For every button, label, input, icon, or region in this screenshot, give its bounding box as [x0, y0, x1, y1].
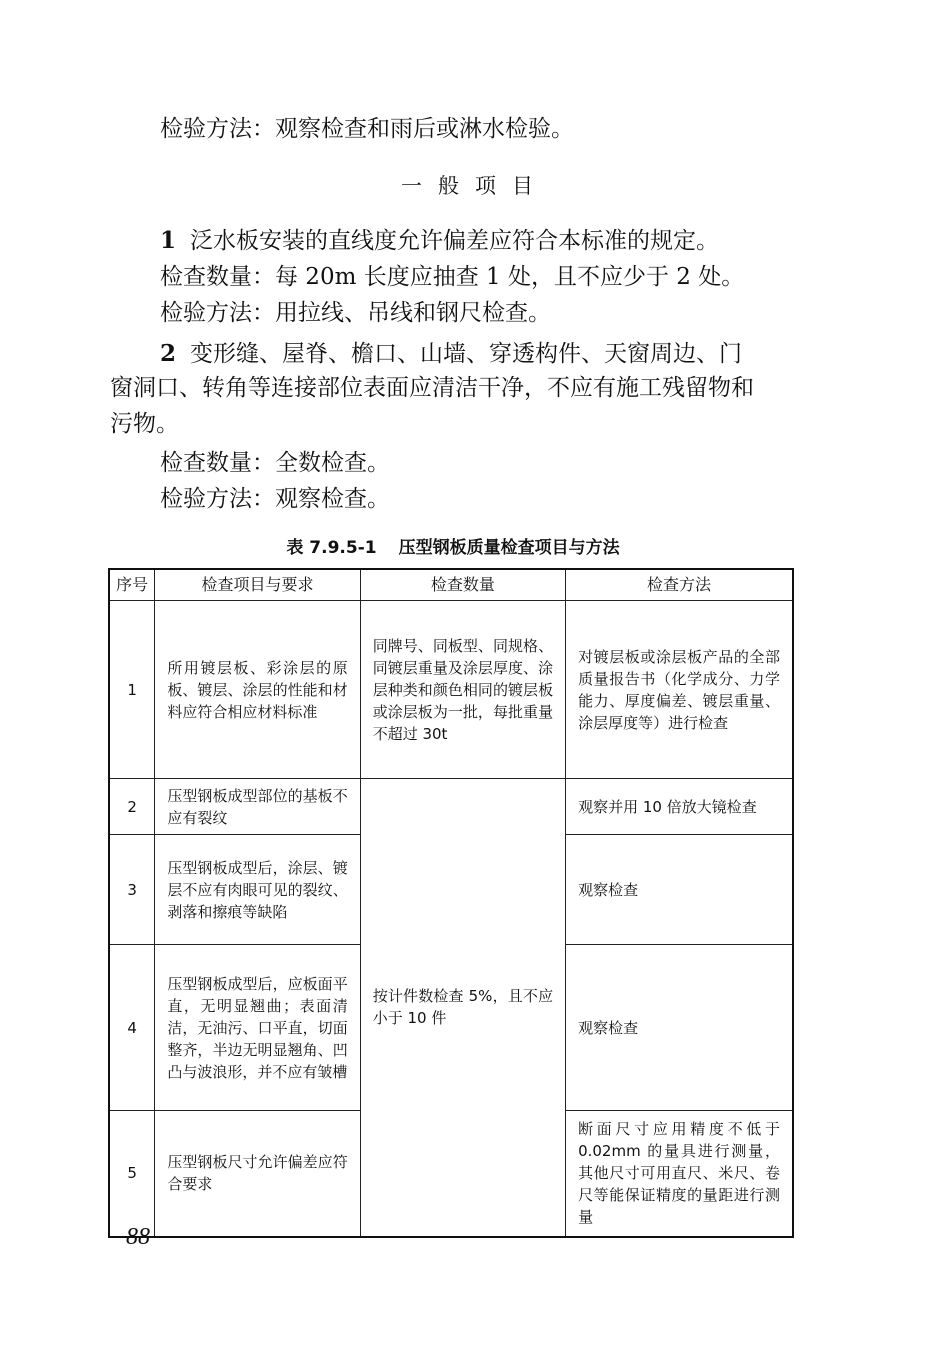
row-method: 观察并用 10 倍放大镜检查 — [566, 779, 793, 835]
row-no: 5 — [109, 1111, 155, 1237]
table-number: 表 7.9.5-1 — [286, 538, 377, 558]
item-1-number: 1 — [160, 227, 177, 254]
shared-quantity-cell: 按计件数检查 5%，且不应小于 10 件 — [360, 779, 565, 1237]
item-2-method: 检验方法：观察检查。 — [160, 486, 390, 512]
header-method: 检查方法 — [566, 569, 793, 601]
item-2-number: 2 — [160, 340, 177, 367]
inspection-method-line: 检验方法：观察检查和雨后或淋水检验。 — [160, 116, 574, 142]
header-quantity: 检查数量 — [360, 569, 565, 601]
table-row — [109, 779, 793, 835]
item-2-quantity: 检查数量：全数检查。 — [160, 450, 390, 476]
quality-inspection-table — [108, 568, 794, 1238]
row-method: 对镀层板或涂层板产品的全部质量报告书（化学成分、力学能力、厚度偏差、镀层重量、涂层厚度等）进行检查 — [566, 601, 793, 779]
table-header-row — [109, 569, 793, 601]
item-2-body-b: 窗洞口、转角等连接部位表面应清洁干净，不应有施工残留物和 — [110, 375, 754, 401]
row-item: 所用镀层板、彩涂层的原板、镀层、涂层的性能和材料应符合相应材料标准 — [155, 601, 360, 779]
item-2-body-a: 变形缝、屋脊、檐口、山墙、穿透构件、天窗周边、门 — [190, 341, 743, 367]
item-2-text — [160, 339, 742, 369]
row-method: 观察检查 — [566, 945, 793, 1111]
table-caption — [0, 533, 906, 558]
row-no: 3 — [109, 835, 155, 945]
item-1-text — [160, 226, 719, 256]
table-title: 压型钢板质量检查项目与方法 — [398, 538, 620, 558]
row-item: 压型钢板成型部位的基板不应有裂纹 — [155, 779, 360, 835]
row-item: 压型钢板尺寸允许偏差应符合要求 — [155, 1111, 360, 1237]
row-method: 断面尺寸应用精度不低于 0.02mm 的量具进行测量，其他尺寸可用直尺、米尺、卷尺等能保证精度的量距进行测量 — [566, 1111, 793, 1237]
row-no: 4 — [109, 945, 155, 1111]
header-no: 序号 — [109, 569, 155, 601]
header-item: 检查项目与要求 — [155, 569, 360, 601]
row-item: 压型钢板成型后，应板面平直，无明显翘曲；表面清洁，无油污、口平直，切面整齐，半边无明显翘角、凹凸与波浪形，并不应有皱槽 — [155, 945, 360, 1111]
row-no: 1 — [109, 601, 155, 779]
table-row — [109, 601, 793, 779]
item-1-quantity: 检查数量：每 20m 长度应抽查 1 处，且不应少于 2 处。 — [160, 264, 745, 290]
row-method: 观察检查 — [566, 835, 793, 945]
page-number: 88 — [126, 1224, 150, 1250]
row-no: 2 — [109, 779, 155, 835]
section-title: 一般项目 — [401, 174, 549, 198]
row-item: 压型钢板成型后，涂层、镀层不应有肉眼可见的裂纹、剥落和擦痕等缺陷 — [155, 835, 360, 945]
item-2-body-c: 污物。 — [110, 411, 179, 437]
row-quantity: 同牌号、同板型、同规格、同镀层重量及涂层厚度、涂层种类和颜色相同的镀层板或涂层板为一批，每批重量不超过 30t — [360, 601, 565, 779]
item-1-method: 检验方法：用拉线、吊线和钢尺检查。 — [160, 300, 551, 326]
item-1-body: 泛水板安装的直线度允许偏差应符合本标准的规定。 — [190, 228, 720, 254]
